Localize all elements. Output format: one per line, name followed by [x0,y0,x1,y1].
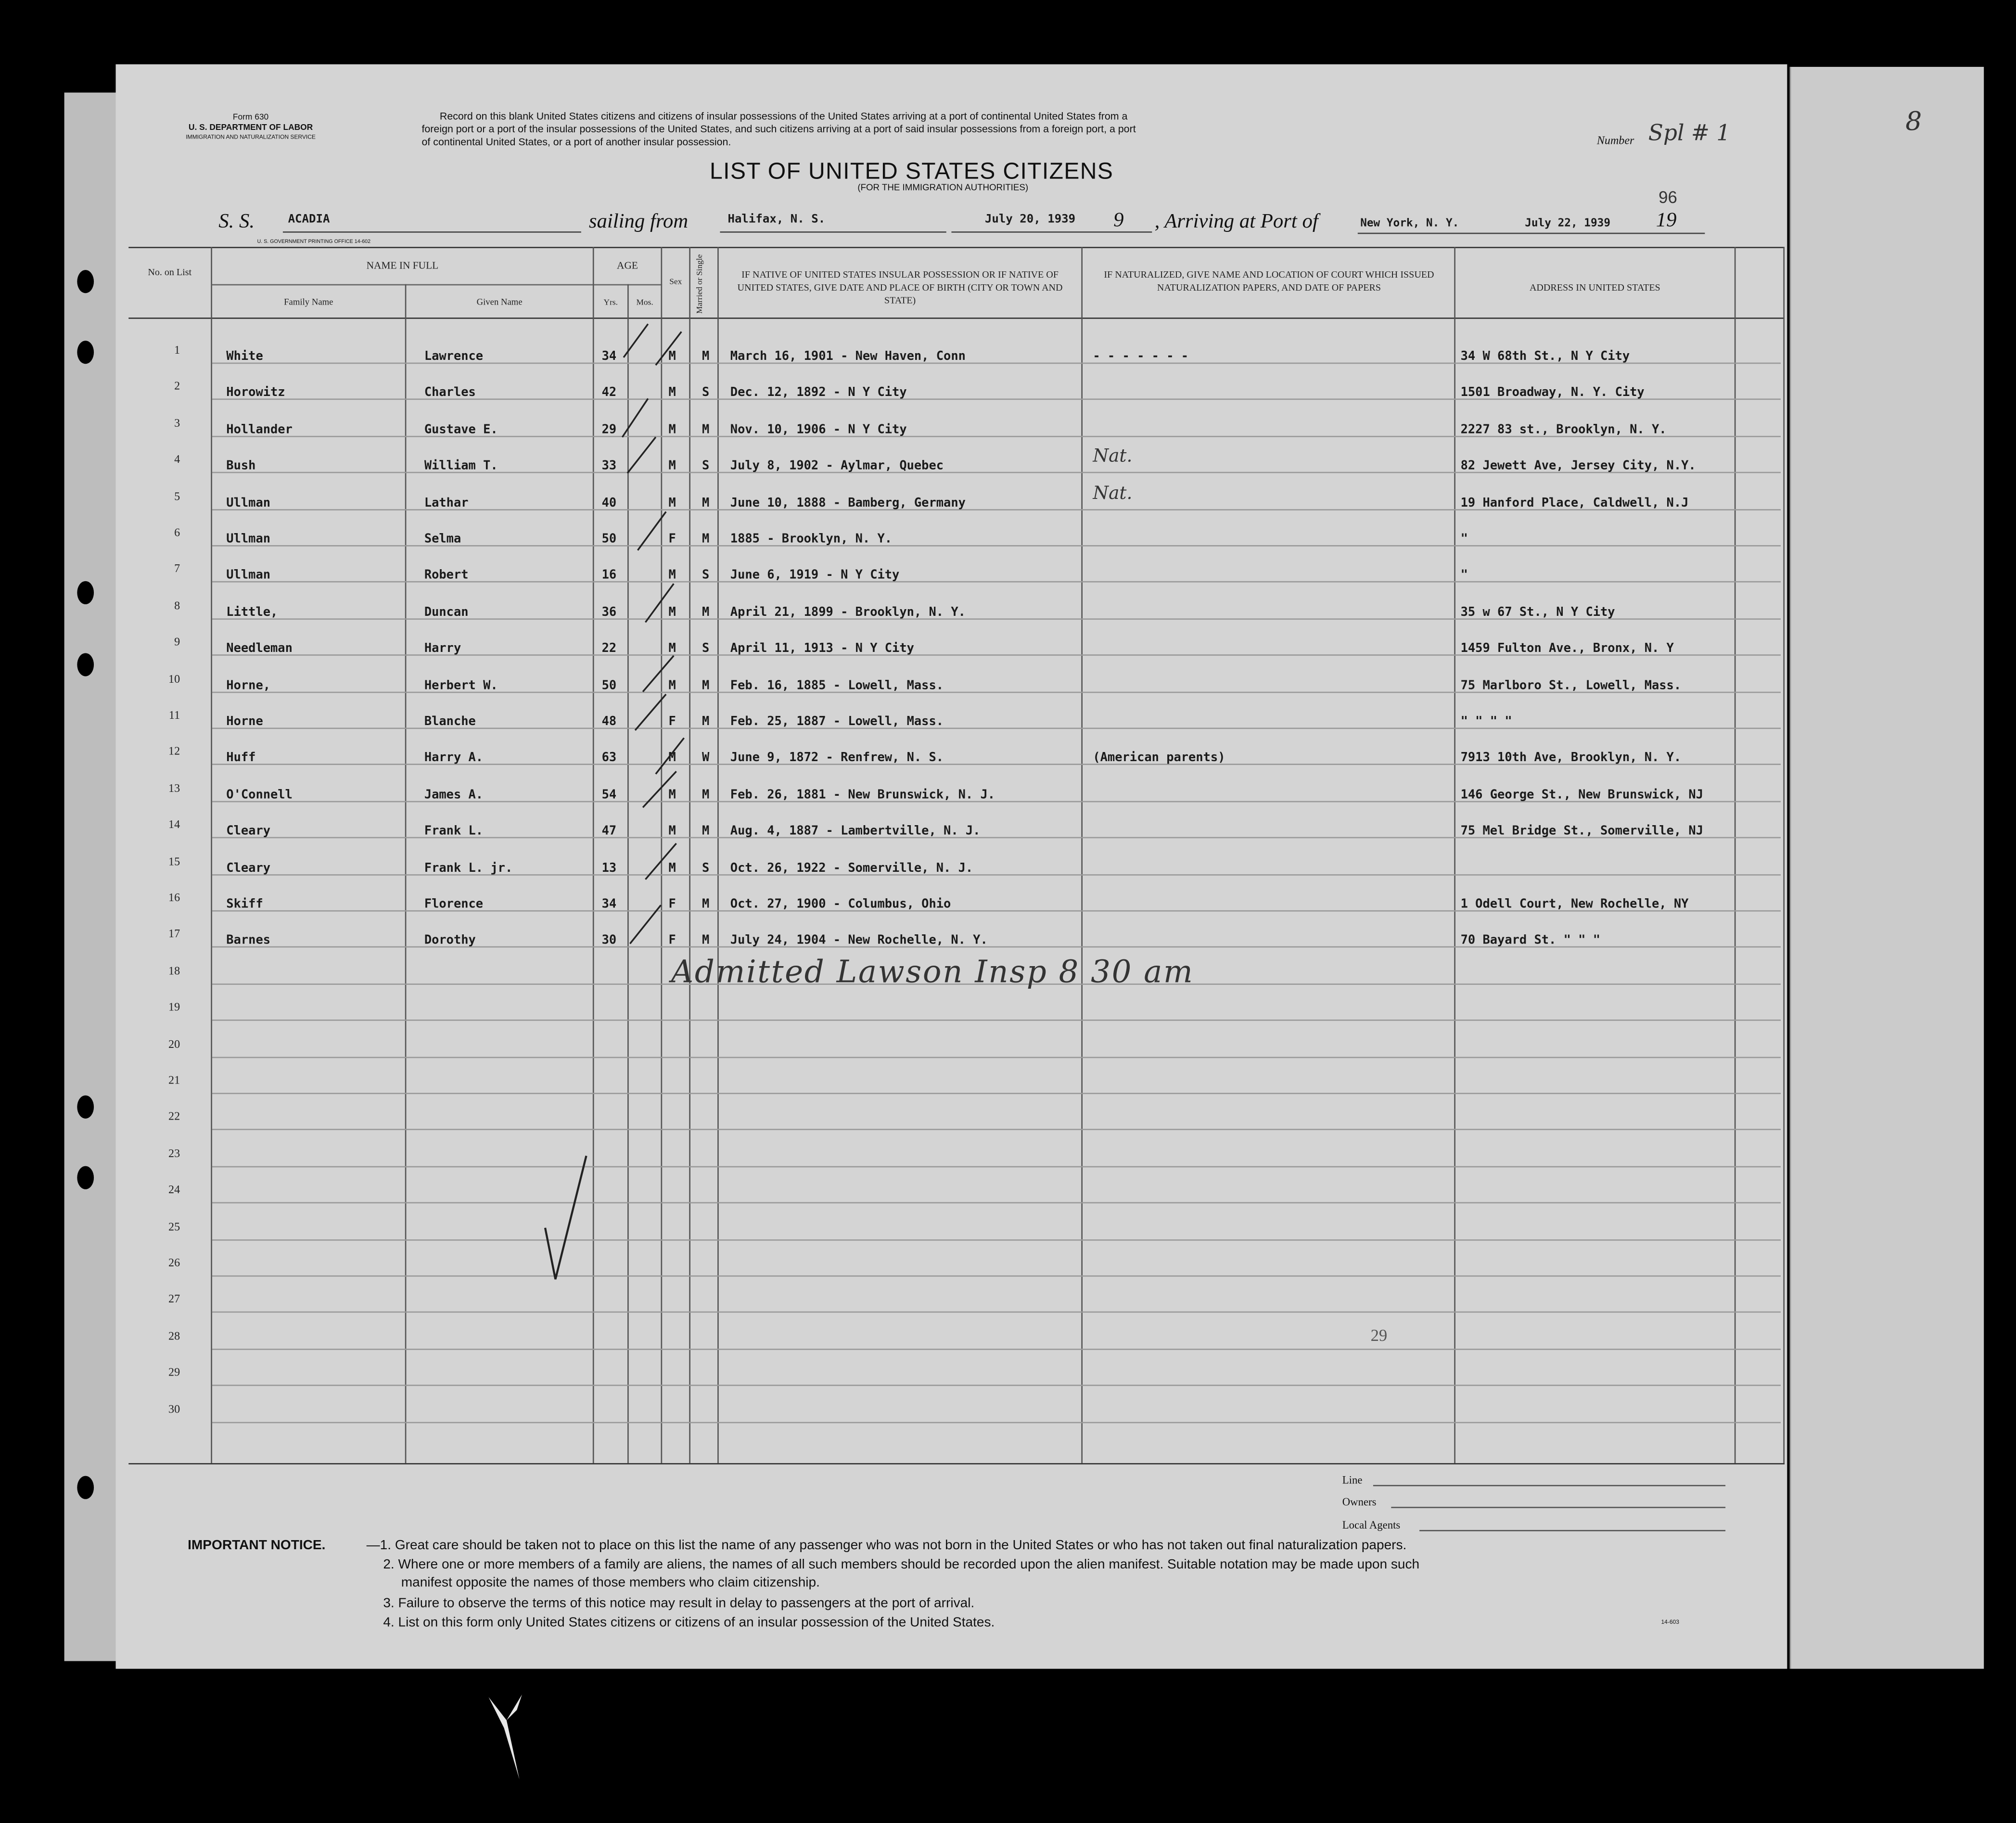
punch-hole [77,1476,94,1499]
row-rule [212,1166,1781,1167]
address-cell: 1 Odell Court, New Rochelle, NY [1460,897,1689,912]
given-name-cell: Florence [424,897,484,912]
notice-item-1: —1. Great care should be taken not to place on this list the name of any passenger who was not born in the United States or who has not taken out final naturalization papers. [366,1537,1407,1554]
birth-place-cell: 1885 - Brooklyn, N. Y. [730,532,893,547]
age-cell: 42 [601,386,617,401]
row-rule [212,1312,1781,1313]
family-name-cell: Cleary [226,824,271,839]
family-name-cell: Skiff [226,897,263,912]
family-name-cell: Hollander [226,422,293,437]
marital-status-cell: S [702,386,710,401]
col-divider [1081,247,1083,1463]
address-cell: 82 Jewett Ave, Jersey City, N.Y. [1460,459,1696,473]
birth-place-cell: Nov. 10, 1906 - N Y City [730,422,907,437]
address-cell: 35 w 67 St., N Y City [1460,605,1615,620]
page-subtitle: (FOR THE IMMIGRATION AUTHORITIES) [857,184,1029,193]
row-number: 17 [168,927,180,941]
age-cell: 50 [601,532,617,547]
age-cell: 34 [601,349,617,364]
row-rule [212,1385,1781,1386]
row-number: 11 [168,708,180,722]
page-edge-left [64,92,116,1661]
address-cell: 19 Hanford Place, Caldwell, N.J [1460,496,1689,510]
agents-underline [1419,1530,1725,1531]
given-name-cell: Frank L. jr. [424,861,513,875]
form-code: 14-603 [1661,1619,1679,1625]
punch-hole [77,1096,94,1119]
row-number: 23 [168,1147,180,1160]
birth-place-cell: Oct. 27, 1900 - Columbus, Ohio [730,897,951,912]
given-name-cell: Charles [424,386,476,401]
punch-hole [77,341,94,364]
address-cell: 70 Bayard St. " " " [1460,934,1601,948]
owners-label: Owners [1342,1495,1377,1508]
large-check-mark [540,1151,604,1286]
notice-item-2: 2. Where one or more members of a family are aliens, the names of all such members should be recorded upon the alien manifest. Suitable notation may be made upon such [383,1557,1420,1573]
marital-status-cell: M [702,496,710,510]
birth-place-cell: Aug. 4, 1887 - Lambertville, N. J. [730,824,981,839]
marital-status-cell: S [702,459,710,473]
birth-place-cell: June 9, 1872 - Renfrew, N. S. [730,751,944,766]
arrival-underline [1358,233,1705,234]
given-name-cell: Blanche [424,714,476,729]
sex-cell: M [668,349,676,364]
adjacent-sheet [1790,67,1984,1669]
sex-cell: M [668,861,676,875]
punch-hole [77,581,94,604]
ship-name: ACADIA [288,213,330,227]
row-number: 27 [168,1292,180,1306]
arriving-label: , Arriving at Port of [1154,211,1318,233]
sailing-port: Halifax, N. S. [727,213,826,227]
family-name-cell: Ullman [226,532,271,547]
row-number: 10 [168,672,180,685]
table-bottom-border [128,1463,1785,1465]
row-rule [212,1349,1781,1350]
marital-status-cell: M [702,714,710,729]
age-cell: 54 [601,788,617,802]
marital-status-cell: S [702,641,710,656]
page-title: LIST OF UNITED STATES CITIZENS [710,158,1114,184]
row-number: 30 [168,1402,180,1415]
age-cell: 33 [601,459,617,473]
punch-hole [77,270,94,293]
row-number: 18 [168,964,180,977]
notice-item-4: 4. List on this form only United States citizens or citizens of an insular possession of the United States. [383,1615,995,1631]
row-number: 9 [174,635,180,649]
header-family-name: Family Name [284,297,333,307]
row-number: 12 [168,745,180,758]
sex-cell: M [668,422,676,437]
row-number: 21 [168,1073,180,1087]
birth-place-cell: Feb. 26, 1881 - New Brunswick, N. J. [730,788,995,802]
birth-place-cell: April 11, 1913 - N Y City [730,641,914,656]
given-name-cell: Duncan [424,605,469,620]
notice-item-2-cont: manifest opposite the names of those members who claim citizenship. [401,1575,820,1591]
sex-cell: M [668,496,676,510]
age-cell: 30 [601,934,617,948]
marital-status-cell: M [702,824,710,839]
given-name-cell: Frank L. [424,824,484,839]
sex-cell: F [668,714,676,729]
sex-cell: M [668,605,676,620]
row-number: 6 [174,525,180,539]
header-name-in-full: NAME IN FULL [366,259,439,271]
given-name-cell: Lawrence [424,349,484,364]
header-no-on-list: No. on List [148,266,192,278]
family-name-cell: Horne [226,714,263,729]
row-number: 28 [168,1329,180,1342]
header-married-single: Married or Single [695,254,705,314]
age-cell: 47 [601,824,617,839]
family-name-cell: Barnes [226,934,271,948]
family-name-cell: Bush [226,459,256,473]
punch-hole [77,1166,94,1189]
owners-underline [1391,1507,1725,1508]
number-label: Number [1596,133,1634,147]
sex-cell: F [668,532,676,547]
sex-cell: M [668,569,676,583]
address-cell: 7913 10th Ave, Brooklyn, N. Y. [1460,751,1682,766]
line-underline [1373,1485,1725,1486]
row-number: 19 [168,1000,180,1014]
address-cell: 1459 Fulton Ave., Bronx, N. Y [1460,641,1674,656]
given-name-cell: James A. [424,788,484,802]
address-cell: " [1460,532,1468,547]
year-suffix: 9 [1113,209,1124,231]
row-number: 16 [168,891,180,904]
header-age: AGE [617,259,638,271]
birth-place-cell: July 24, 1904 - New Rochelle, N. Y. [730,934,988,948]
birth-place-cell: Feb. 25, 1887 - Lowell, Mass. [730,714,944,729]
age-cell: 34 [601,897,617,912]
sex-cell: M [668,386,676,401]
punch-hole [77,653,94,676]
col-divider [1454,247,1455,1463]
given-name-cell: Harry A. [424,751,484,766]
header-months: Mos. [636,298,653,307]
col-divider [717,247,719,1463]
sex-cell: M [668,824,676,839]
address-cell: " " " " [1460,714,1512,729]
row-number: 26 [168,1256,180,1269]
naturalization-cell: Nat. [1093,446,1133,467]
marital-status-cell: S [702,569,710,583]
year-suffix: 19 [1656,209,1677,231]
address-cell: " [1460,569,1468,583]
col-divider [211,247,212,1463]
header-divider [212,284,662,286]
row-rule [212,1129,1781,1131]
birth-place-cell: March 16, 1901 - New Haven, Conn [730,349,966,364]
corner-mark: 8 [1905,105,1922,137]
given-name-cell: Lathar [424,496,469,510]
sex-cell: M [668,678,676,693]
row-number: 3 [174,416,180,429]
ss-label: S. S. [218,211,255,233]
row-number: 8 [174,599,180,612]
given-name-cell: Herbert W. [424,678,498,693]
family-name-cell: O'Connell [226,788,293,802]
family-name-cell: Huff [226,751,256,766]
printer-note: U. S. GOVERNMENT PRINTING OFFICE 14-602 [257,238,371,244]
family-name-cell: Horowitz [226,386,285,401]
date-underline [951,231,1152,233]
row-rule [212,1275,1781,1277]
family-name-cell: Little, [226,605,278,620]
row-number: 4 [174,453,180,466]
birth-place-cell: Feb. 16, 1885 - Lowell, Mass. [730,678,944,693]
birth-place-cell: June 6, 1919 - N Y City [730,569,900,583]
header-years: Yrs. [603,298,618,307]
age-cell: 40 [601,496,617,510]
col-divider [1783,247,1785,1463]
address-cell: 146 George St., New Brunswick, NJ [1460,788,1703,802]
family-name-cell: Ullman [226,496,271,510]
naturalization-cell: (American parents) [1093,751,1225,766]
marital-status-cell: M [702,788,710,802]
arrival-date: July 22, 1939 [1525,217,1611,230]
marital-status-cell: M [702,605,710,620]
age-cell: 16 [601,569,617,583]
given-name-cell: Gustave E. [424,422,498,437]
scan-artifact [484,1689,535,1792]
marital-status-cell: W [702,751,710,766]
age-cell: 13 [601,861,617,875]
sailing-underline [720,231,946,233]
age-cell: 63 [601,751,617,766]
sailing-from-label: sailing from [588,211,689,233]
header-naturalized: IF NATURALIZED, GIVE NAME AND LOCATION OF COURT WHICH ISSUED NATURALIZATION PAPERS, AND DATE OF PAPERS [1104,268,1434,293]
sex-cell: M [668,641,676,656]
birth-place-cell: Dec. 12, 1892 - N Y City [730,386,907,401]
address-cell: 34 W 68th St., N Y City [1460,349,1630,364]
birth-place-cell: Oct. 26, 1922 - Somerville, N. J. [730,861,973,875]
marital-status-cell: M [702,897,710,912]
age-cell: 36 [601,605,617,620]
row-number: 20 [168,1037,180,1050]
header-sex: Sex [669,278,682,287]
given-name-cell: Harry [424,641,461,656]
check-marks [617,319,694,962]
family-name-cell: White [226,349,263,364]
birth-place-cell: July 8, 1902 - Aylmar, Quebec [730,459,944,473]
form-id: Form 630 U. S. DEPARTMENT OF LABOR IMMIGRATION AND NATURALIZATION SERVICE [186,113,316,140]
row-rule [212,1056,1781,1058]
age-cell: 29 [601,422,617,437]
row-number: 7 [174,562,180,575]
row-rule [212,1239,1781,1240]
sex-cell: M [668,788,676,802]
inspector-signature: Admitted Lawson Insp 8 30 am [671,954,1194,990]
given-name-cell: Selma [424,532,461,547]
marital-status-cell: M [702,678,710,693]
marital-status-cell: M [702,349,710,364]
family-name-cell: Ullman [226,569,271,583]
sailing-date: July 20, 1939 [984,213,1076,227]
address-cell: 75 Marlboro St., Lowell, Mass. [1460,678,1682,693]
number-value: Spl # 1 [1648,121,1731,147]
form-instructions: Record on this blank United States citizens and citizens of insular possessions of the United States arriving at a port of continental United States from a foreign port or a port of the insular possessions of the United States, and such citizens arriving at a port of said insular possessions from a foreign port, a port of continental United States, or a port of another insular possession. [421,110,1136,148]
family-name-cell: Horne, [226,678,271,693]
row-number: 15 [168,854,180,867]
sex-cell: F [668,934,676,948]
address-cell: 2227 83 st., Brooklyn, N. Y. [1460,422,1667,437]
address-cell: 1501 Broadway, N. Y. City [1460,386,1645,401]
agents-label: Local Agents [1342,1518,1401,1531]
row-number: 14 [168,818,180,831]
given-name-cell: William T. [424,459,498,473]
notice-title: IMPORTANT NOTICE. [188,1537,326,1554]
row-rule [212,1421,1781,1423]
family-name-cell: Needleman [226,641,293,656]
marital-status-cell: M [702,422,710,437]
naturalization-cell: Nat. [1093,483,1133,504]
row-rule [212,1093,1781,1094]
notice-item-3: 3. Failure to observe the terms of this notice may result in delay to passengers at the port of arrival. [383,1595,975,1611]
marital-status-cell: M [702,934,710,948]
row-number: 24 [168,1183,180,1196]
given-name-cell: Robert [424,569,469,583]
age-cell: 48 [601,714,617,729]
header-address: ADDRESS IN UNITED STATES [1529,281,1660,293]
age-cell: 22 [601,641,617,656]
header-bottom-border [128,318,1785,319]
sex-cell: F [668,897,676,912]
sex-cell: M [668,751,676,766]
marital-status-cell: S [702,861,710,875]
stamp-number: 96 [1659,188,1677,207]
address-cell: 75 Mel Bridge St., Somerville, NJ [1460,824,1703,839]
row-number: 2 [174,380,180,393]
birth-place-cell: June 10, 1888 - Bamberg, Germany [730,496,966,510]
given-name-cell: Dorothy [424,934,476,948]
row-number: 22 [168,1110,180,1123]
header-given-name: Given Name [476,297,523,307]
line-label: Line [1342,1473,1363,1487]
birth-place-cell: April 21, 1899 - Brooklyn, N. Y. [730,605,966,620]
col-divider [1735,247,1736,1463]
age-cell: 50 [601,678,617,693]
naturalization-cell: - - - - - - - [1093,349,1189,364]
header-birth: IF NATIVE OF UNITED STATES INSULAR POSSESSION OR IF NATIVE OF UNITED STATES, GIVE DATE AND PLACE OF BIRTH (CITY OR TOWN AND STATE) [737,268,1063,306]
row-number: 5 [174,489,180,502]
ship-underline [283,231,581,233]
sex-cell: M [668,459,676,473]
row-number: 13 [168,781,180,794]
row-number: 29 [168,1365,180,1379]
row-number: 25 [168,1219,180,1233]
row-rule [212,1202,1781,1204]
arrival-port: New York, N. Y. [1360,217,1459,230]
page-number-stamp: 29 [1370,1326,1388,1345]
row-number: 1 [174,343,180,357]
row-rule [212,1020,1781,1021]
family-name-cell: Cleary [226,861,271,875]
table-top-border [128,247,1785,248]
marital-status-cell: M [702,532,710,547]
